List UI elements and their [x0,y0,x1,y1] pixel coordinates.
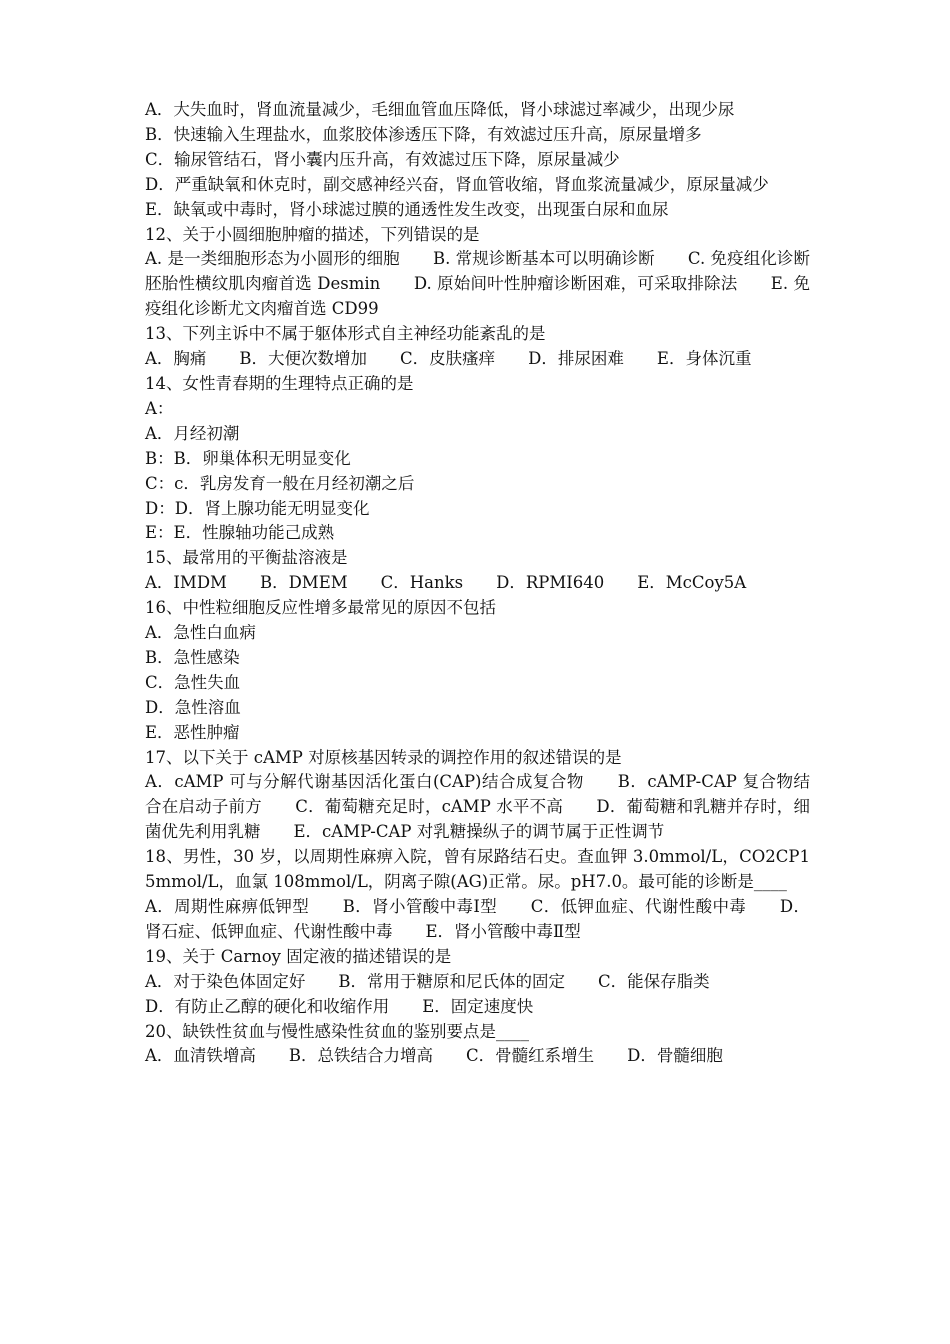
option-line: B．急性感染 [145,647,240,667]
question-15-stem: 15、最常用的平衡盐溶液是 [145,548,348,568]
question-20-options: A．血清铁增高 B．总铁结合力增高 C．骨髓红系增生 D．骨髓细胞 [145,1046,723,1066]
option-line: D．严重缺氧和休克时，副交感神经兴奋，肾血管收缩，肾血浆流量减少，原尿量减少 [145,174,769,194]
option-line: A： [145,398,174,418]
question-15-options: A．IMDM B．DMEM C．Hanks D．RPMI640 E．McCoy5A [145,573,747,593]
option-line: E．恶性肿瘤 [145,722,240,742]
option-line: E．缺氧或中毒时，肾小球滤过膜的通透性发生改变，出现蛋白尿和血尿 [145,199,669,219]
question-14-stem: 14、女性青春期的生理特点正确的是 [145,373,414,393]
question-12-stem: 12、关于小圆细胞肿瘤的描述，下列错误的是 [145,224,480,244]
question-13-stem: 13、下列主诉中不属于躯体形式自主神经功能紊乱的是 [145,324,546,344]
option-line: B：B．卵巢体积无明显变化 [145,448,351,468]
option-line: D．急性溶血 [145,697,241,717]
option-line: C．急性失血 [145,672,241,692]
question-text-body [145,98,810,1069]
question-19-stem: 19、关于 Carnoy 固定液的描述错误的是 [145,946,452,966]
question-17-options: A．cAMP 可与分解代谢基因活化蛋白(CAP)结合成复合物 B．cAMP-CAP 复合物结合在启动子前方 C．葡萄糖充足时，cAMP 水平不高 D．葡萄糖和乳糖并存时，细菌优先利用乳糖 E．cAMP-CAP 对乳糖操纵子的调节属于正性调节 [145,772,810,842]
option-line: B．快速输入生理盐水，血浆胶体渗透压下降，有效滤过压升高，原尿量增多 [145,124,702,144]
question-18-stem: 18、男性，30 岁，以周期性麻痹入院，曾有尿路结石史。查血钾 3.0mmol/L，CO2CP15mmol/L，血氯 108mmol/L，阴离子隙(AG)正常。尿。pH7.0。最可能的诊断是____ [145,847,810,892]
question-13-options: A．胸痛 B．大便次数增加 C．皮肤瘙痒 D．排尿困难 E．身体沉重 [145,349,752,369]
option-line: A．大失血时，肾血流量减少，毛细血管血压降低，肾小球滤过率减少，出现少尿 [145,100,735,119]
question-20-stem: 20、缺铁性贫血与慢性感染性贫血的鉴别要点是____ [145,1021,529,1041]
option-line: E：E．性腺轴功能己成熟 [145,523,335,543]
option-line: C：c．乳房发育一般在月经初潮之后 [145,473,415,493]
question-19-options: D．有防止乙醇的硬化和收缩作用 E．固定速度快 [145,996,534,1016]
question-18-options: A．周期性麻痹低钾型 B．肾小管酸中毒Ⅰ型 C．低钾血症、代谢性酸中毒 D．肾石症、低钾血症、代谢性酸中毒 E．肾小管酸中毒Ⅱ型 [145,897,810,941]
question-19-options: A．对于染色体固定好 B．常用于糖原和尼氏体的固定 C．能保存脂类 [145,971,710,991]
question-17-stem: 17、以下关于 cAMP 对原核基因转录的调控作用的叙述错误的是 [145,747,622,767]
option-line: A．急性白血病 [145,623,256,643]
question-16-stem: 16、中性粒细胞反应性增多最常见的原因不包括 [145,598,496,618]
option-line: D：D．肾上腺功能无明显变化 [145,498,370,518]
question-12-options: A. 是一类细胞形态为小圆形的细胞 B. 常规诊断基本可以明确诊断 C. 免疫组化诊断胚胎性横纹肌肉瘤首选 Desmin D. 原始间叶性肿瘤诊断困难，可采取排除法 E. 免疫组化诊断尤文肉瘤首选 CD99 [145,249,810,319]
option-line: A．月经初潮 [145,423,240,443]
option-line: C．输尿管结石，肾小囊内压升高，有效滤过压下降，原尿量减少 [145,149,620,169]
